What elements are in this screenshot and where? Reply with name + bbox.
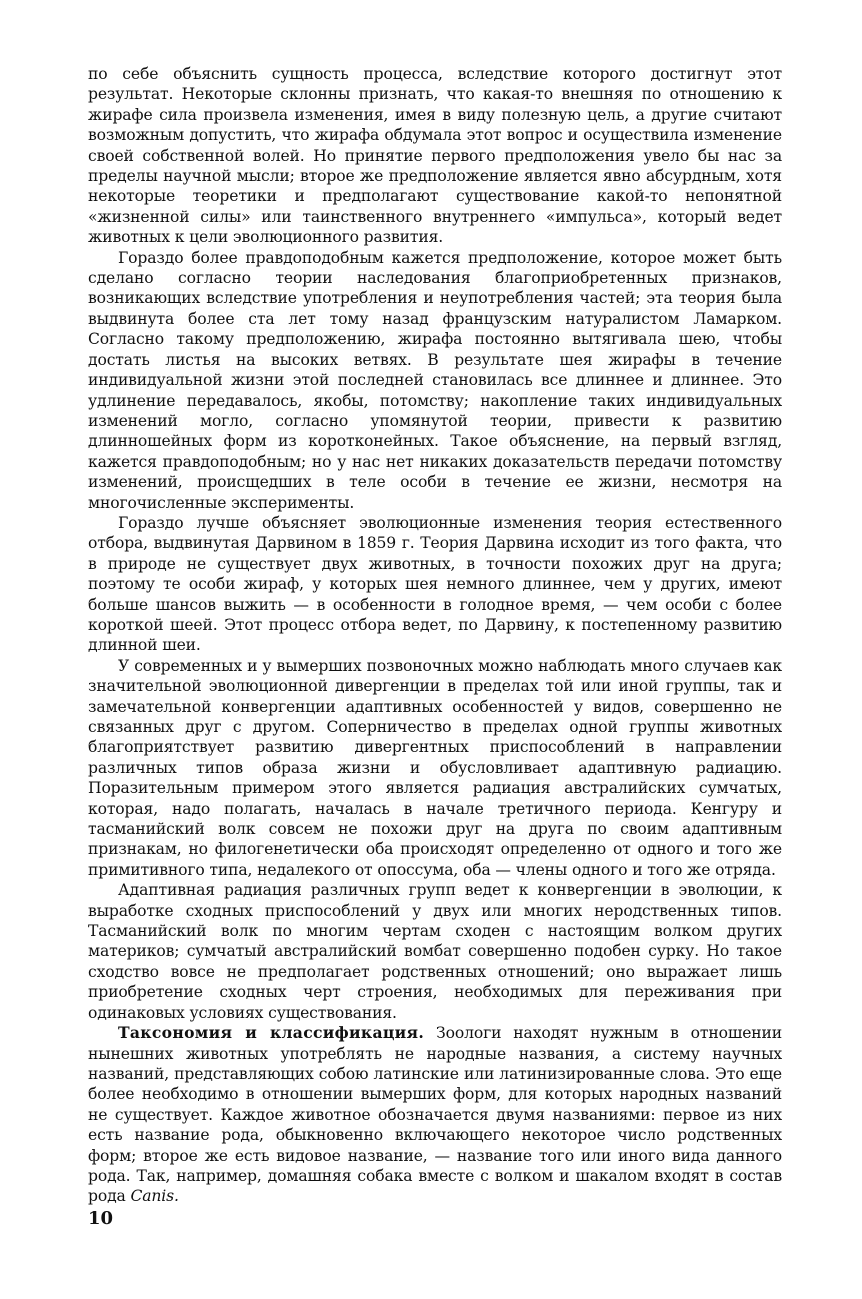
paragraph-4: У современных и у вымерших позвоночных можно наблюдать много случаев как значительной эволюционной дивергенции в пределах той или иной группы, так и замечательной конвергенции адаптивных особенностей у видов, совершенно не связанных друг с другом. Соперничество в пределах одной группы животных благоприятствует развитию дивергентных приспособлений в направлении различных типов образа жизни и обусловливает адаптивную радиацию. Поразительным примером этого является радиация австралийских сумчатых, которая, надо полагать, началась в начале третичного периода. Кенгуру и тасманийский волк совсем не похожи друг на друга по своим адаптивным признакам, но филогенетически оба происходят определенно от одного и того же примитивного типа, недалекого от опоссума, оба — члены одного и того же отряда.: [88, 656, 782, 879]
paragraph-6: [88, 1023, 782, 1207]
page-number: 10: [88, 1208, 114, 1229]
page-text-body: [88, 64, 782, 1244]
section-heading: Таксономия и классификация.: [118, 1023, 425, 1043]
paragraph-5: Адаптивная радиация различных групп ведет к конвергенции в эволюции, к выработке сходных приспособлений у двух или многих неродственных типов. Тасманийский волк по многим чертам сходен с настоящим волком других материков; сумчатый австралийский вомбат совершенно подобен сурку. Но такое сходство вовсе не предполагает родственных отношений; оно выражает лишь приобретение сходных черт строения, необходимых для переживания при одинаковых условиях существования.: [88, 881, 782, 1022]
paragraph-1: по себе объяснить сущность процесса, вследствие которого достигнут этот результат. Некоторые склонны признать, что какая-то внешняя по отношению к жирафе сила произвела изменения, имея в виду полезную цель, а другие считают возможным допустить, что жирафа обдумала этот вопрос и осуществила изменение своей собственной волей. Но принятие первого предположения увело бы нас за пределы научной мысли; второе же предположение является явно абсурдным, хотя некоторые теоретики и предполагают существование какой-то непонятной «жизненной силы» или таинственного внутреннего «импульса», который ведет животных к цели эволюционного развития.: [88, 65, 782, 247]
latin-genus-name: Canis.: [130, 1187, 179, 1206]
paragraph-3: Гораздо лучше объясняет эволюционные изменения теория естественного отбора, выдвинутая Дарвином в 1859 г. Теория Дарвина исходит из того факта, что в природе не существует двух животных, в точности похожих друг на друга; поэтому те особи жираф, у которых шея немного длиннее, чем у других, имеют больше шансов выжить — в особенности в голодное время, — чем особи с более короткой шеей. Этот процесс отбора ведет, по Дарвину, к постепенному развитию длинной шеи.: [88, 513, 782, 655]
paragraph-6-text: Зоологи находят нужным в отношении нынешних животных употреблять не народные названия, а систему научных названий, представляющих собою латинские или латинизированные слова. Это еще более необходимо в отношении вымерших форм, для которых народных названий не существует. Каждое животное обозначается двумя названиями: первое из них есть название рода, обыкновенно включающего некоторое число родственных форм; второе же есть видовое название, — название того или иного вида данного рода. Так, например, домашняя собака вместе с волком и шакалом входят в состав рода: [88, 1024, 783, 1206]
paragraph-2: Гораздо более правдоподобным кажется предположение, которое может быть сделано согласно теории наследования благоприобретенных признаков, возникающих вследствие употребления и неупотребления частей; эта теория была выдвинута более ста лет тому назад французским натуралистом Ламарком. Согласно такому предположению, жирафа постоянно вытягивала шею, чтобы достать листья на высоких ветвях. В результате шея жирафы в течение индивидуальной жизни этой последней становилась все длиннее и длиннее. Это удлинение передавалось, якобы, потомству; накопление таких индивидуальных изменений могло, согласно упомянутой теории, привести к развитию длинношейных форм из коротконейных. Такое объяснение, на первый взгляд, кажется правдоподобным; но у нас нет никаких доказательств передачи потомству изменений, происщедших в теле особи в течение ее жизни, несмотря на многочисленные эксперименты.: [88, 248, 782, 512]
